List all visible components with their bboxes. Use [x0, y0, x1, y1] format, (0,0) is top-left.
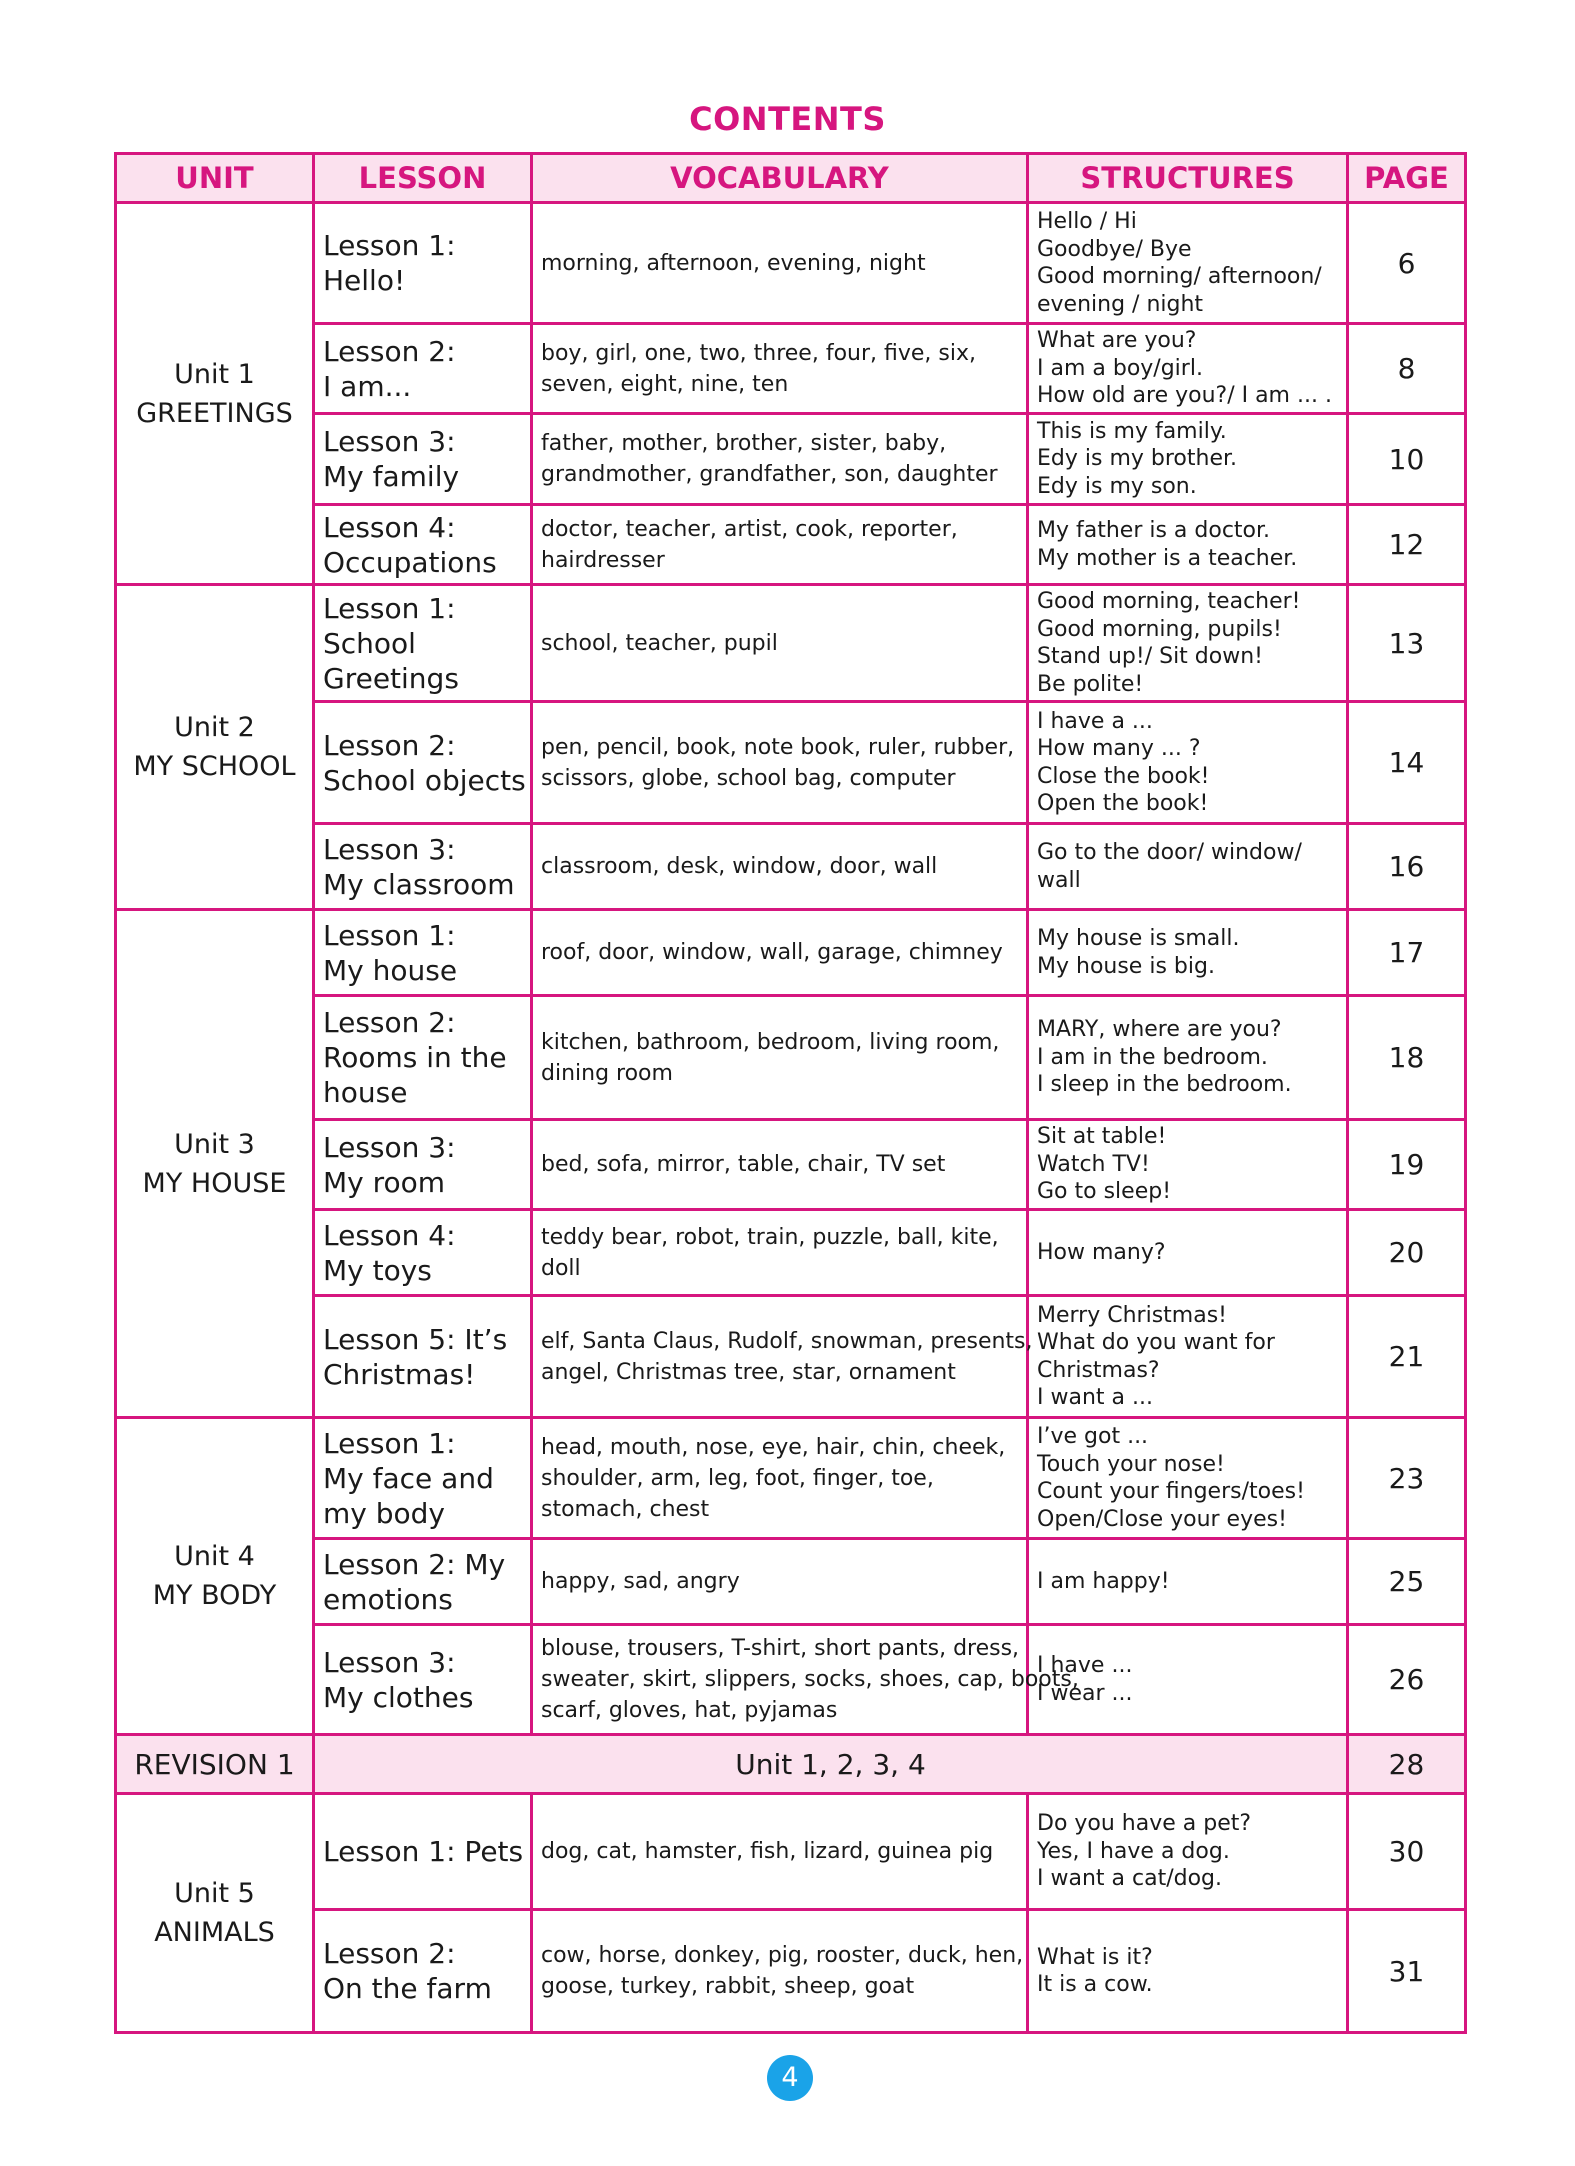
text-line: Hello!: [323, 264, 406, 297]
text-line: What are you?: [1037, 328, 1197, 354]
revision-page: 28: [1348, 1735, 1466, 1794]
header-unit: UNIT: [116, 154, 314, 203]
header-lesson: LESSON: [314, 154, 532, 203]
text-line: Lesson 3:: [323, 832, 456, 866]
unit-name: MY SCHOOL: [133, 751, 296, 782]
text-line: Christmas?: [1037, 1357, 1160, 1383]
units-body: [116, 203, 1466, 1735]
lesson-cell: [314, 824, 532, 910]
text-line: roof, door, window, wall, garage, chimney: [541, 940, 1003, 965]
text-line: My room: [323, 1165, 446, 1199]
text-line: My classroom: [323, 867, 515, 901]
page-cell: 8: [1348, 324, 1466, 414]
unit-number: Unit 5: [174, 1878, 255, 1909]
text-line: How many ... ?: [1037, 736, 1201, 761]
text-line: On the farm: [323, 1972, 492, 2005]
lesson-cell: [314, 996, 532, 1120]
structures-cell: [1028, 1794, 1348, 1910]
lesson-row: [116, 585, 1466, 702]
text-line: Lesson 4:: [323, 510, 456, 544]
lesson-cell: [314, 505, 532, 585]
page-cell: 17: [1348, 910, 1466, 996]
text-line: Lesson 2:: [323, 728, 456, 762]
vocabulary-cell: [532, 505, 1028, 585]
page-cell: 25: [1348, 1539, 1466, 1625]
text-line: house: [323, 1076, 408, 1109]
text-line: I am in the bedroom.: [1037, 1044, 1268, 1070]
unit-number: Unit 3: [174, 1128, 255, 1160]
vocabulary-cell: [532, 996, 1028, 1120]
text-line: sweater, skirt, slippers, socks, shoes, cap, boots,: [541, 1667, 1079, 1692]
text-line: dining room: [541, 1060, 673, 1086]
text-line: Open/Close your eyes!: [1037, 1506, 1287, 1532]
text-line: I want a cat/dog.: [1037, 1866, 1222, 1892]
text-line: I have a ...: [1037, 708, 1153, 734]
text-line: I am a boy/girl.: [1037, 355, 1203, 381]
page-cell: 18: [1348, 996, 1466, 1120]
unit-name: MY HOUSE: [142, 1167, 287, 1199]
text-line: Edy is my son.: [1037, 473, 1197, 499]
unit-number: Unit 1: [174, 358, 255, 390]
lesson-cell: [314, 910, 532, 996]
structures-cell: [1028, 1910, 1348, 2033]
lesson-row: [116, 1910, 1466, 2033]
text-line: What do you want for: [1037, 1330, 1275, 1355]
vocabulary-cell: [532, 414, 1028, 505]
vocabulary-cell: [532, 1539, 1028, 1625]
structures-cell: [1028, 1418, 1348, 1539]
unit-cell: [116, 1794, 314, 2033]
text-line: Good morning, pupils!: [1037, 616, 1282, 642]
header-vocabulary: VOCABULARY: [532, 154, 1028, 203]
header-page: PAGE: [1348, 154, 1466, 203]
text-line: Good morning/ afternoon/: [1037, 264, 1322, 289]
lesson-cell: [314, 1910, 532, 2033]
text-line: Edy is my brother.: [1037, 446, 1237, 472]
vocabulary-cell: [532, 1794, 1028, 1910]
lesson-cell: [314, 1794, 532, 1910]
lesson-row: [116, 1625, 1466, 1735]
text-line: Hello / Hi: [1037, 209, 1137, 234]
text-line: head, mouth, nose, eye, hair, chin, cheek,: [541, 1434, 1006, 1460]
text-line: pen, pencil, book, note book, ruler, rubber,: [541, 734, 1015, 760]
page-number-badge: 4: [767, 2055, 813, 2101]
page-cell: 13: [1348, 585, 1466, 702]
text-line: Lesson 1: Pets: [323, 1835, 524, 1868]
vocabulary-cell: [532, 324, 1028, 414]
structures-cell: [1028, 910, 1348, 996]
text-line: Greetings: [323, 661, 459, 695]
text-line: scissors, globe, school bag, computer: [541, 765, 956, 791]
text-line: Be polite!: [1037, 671, 1144, 697]
text-line: elf, Santa Claus, Rudolf, snowman, presents,: [541, 1328, 1033, 1354]
text-line: cow, horse, donkey, pig, rooster, duck, hen,: [541, 1943, 1024, 1968]
text-line: Lesson 3:: [323, 1130, 456, 1164]
lesson-cell: [314, 1296, 532, 1418]
text-line: Watch TV!: [1037, 1151, 1150, 1177]
page-cell: 14: [1348, 702, 1466, 824]
structures-cell: [1028, 1120, 1348, 1210]
text-line: Touch your nose!: [1037, 1451, 1225, 1477]
header-structures: STRUCTURES: [1028, 154, 1348, 203]
text-line: What is it?: [1037, 1944, 1153, 1970]
vocabulary-cell: [532, 203, 1028, 324]
text-line: Lesson 2:: [323, 1937, 456, 1970]
unit-name: GREETINGS: [136, 397, 293, 429]
vocabulary-cell: [532, 1910, 1028, 2033]
lesson-row: [116, 1120, 1466, 1210]
text-line: evening / night: [1037, 291, 1204, 317]
structures-cell: [1028, 1539, 1348, 1625]
text-line: Yes, I have a dog.: [1037, 1838, 1230, 1864]
unit-cell: [116, 910, 314, 1418]
text-line: teddy bear, robot, train, puzzle, ball, kite,: [541, 1224, 999, 1250]
text-line: Lesson 3:: [323, 1645, 456, 1679]
text-line: Rooms in the: [323, 1041, 507, 1074]
lesson-cell: [314, 1210, 532, 1296]
page-cell: 6: [1348, 203, 1466, 324]
unit-cell: [116, 203, 314, 585]
revision-label: REVISION 1: [116, 1735, 314, 1794]
structures-cell: [1028, 1210, 1348, 1296]
lesson-row: [116, 203, 1466, 324]
text-line: Lesson 4:: [323, 1218, 456, 1252]
text-line: Go to sleep!: [1037, 1179, 1172, 1205]
lesson-cell: [314, 1625, 532, 1735]
structures-cell: [1028, 585, 1348, 702]
text-line: I wear ...: [1037, 1680, 1133, 1706]
lesson-row: [116, 824, 1466, 910]
text-line: My house is small.: [1037, 926, 1240, 951]
text-line: wall: [1037, 867, 1081, 893]
revision-body: [116, 1735, 1466, 1794]
vocabulary-cell: [532, 1296, 1033, 1418]
text-line: bed, sofa, mirror, table, chair, TV set: [541, 1152, 946, 1177]
vocabulary-cell: [532, 1210, 1028, 1296]
text-line: blouse, trousers, T-shirt, short pants, dress,: [541, 1636, 1020, 1661]
page-cell: 20: [1348, 1210, 1466, 1296]
vocabulary-cell: [532, 1418, 1028, 1539]
page-cell: 21: [1348, 1296, 1466, 1418]
structures-cell: [1028, 505, 1348, 585]
text-line: This is my family.: [1037, 418, 1227, 444]
text-line: my body: [323, 1496, 445, 1530]
text-line: Goodbye/ Bye: [1037, 236, 1192, 262]
text-line: doctor, teacher, artist, cook, reporter,: [541, 516, 958, 542]
lesson-cell: [314, 203, 532, 324]
structures-cell: [1028, 996, 1348, 1120]
text-line: doll: [541, 1255, 581, 1281]
text-line: father, mother, brother, sister, baby,: [541, 431, 947, 456]
lesson-row: [116, 1794, 1466, 1910]
text-line: Do you have a pet?: [1037, 1811, 1252, 1837]
text-line: stomach, chest: [541, 1496, 710, 1522]
text-line: School objects: [323, 763, 526, 797]
structures-cell: [1028, 824, 1348, 910]
text-line: I have ...: [1037, 1653, 1133, 1678]
lesson-row: [116, 702, 1466, 824]
text-line: Christmas!: [323, 1357, 476, 1391]
page-cell: 23: [1348, 1418, 1466, 1539]
text-line: My family: [323, 460, 460, 493]
text-line: My house is big.: [1037, 953, 1215, 979]
page-title: CONTENTS: [689, 100, 886, 138]
lesson-row: [116, 1539, 1466, 1625]
text-line: I sleep in the bedroom.: [1037, 1072, 1292, 1098]
text-line: Lesson 1:: [323, 918, 456, 952]
structures-cell: [1028, 1296, 1348, 1418]
unit-cell: [116, 585, 314, 910]
text-line: grandmother, grandfather, son, daughter: [541, 462, 998, 487]
text-line: How many?: [1037, 1239, 1166, 1265]
structures-cell: [1028, 702, 1348, 824]
text-line: MARY, where are you?: [1037, 1017, 1282, 1043]
text-line: I want a ...: [1037, 1385, 1153, 1410]
text-line: Good morning, teacher!: [1037, 589, 1301, 614]
lesson-cell: [314, 1539, 532, 1625]
page-cell: 16: [1348, 824, 1466, 910]
text-line: hairdresser: [541, 547, 665, 573]
lesson-row: [116, 1210, 1466, 1296]
text-line: My father is a doctor.: [1037, 518, 1271, 543]
structures-cell: [1028, 1625, 1348, 1735]
page-cell: 19: [1348, 1120, 1466, 1210]
text-line: Lesson 3:: [323, 425, 456, 458]
lesson-cell: [314, 1120, 532, 1210]
structures-cell: [1028, 324, 1348, 414]
structures-cell: [1028, 414, 1348, 505]
text-line: Count your fingers/toes!: [1037, 1479, 1305, 1504]
lesson-row: [116, 1296, 1466, 1418]
text-line: Lesson 2:: [323, 334, 456, 368]
text-line: school, teacher, pupil: [541, 630, 778, 656]
lesson-row: [116, 414, 1466, 505]
text-line: Lesson 5: It’s: [323, 1322, 508, 1356]
text-line: Merry Christmas!: [1037, 1302, 1227, 1328]
unit-name: ANIMALS: [154, 1917, 275, 1948]
text-line: Go to the door/ window/: [1037, 840, 1302, 865]
text-line: scarf, gloves, hat, pyjamas: [541, 1698, 838, 1723]
text-line: Lesson 1:: [323, 591, 456, 625]
table-header-row: [116, 154, 1466, 203]
text-line: Lesson 2:: [323, 1006, 456, 1039]
text-line: Sit at table!: [1037, 1124, 1167, 1150]
unit-cell: [116, 1418, 314, 1735]
text-line: shoulder, arm, leg, foot, finger, toe,: [541, 1465, 934, 1491]
lesson-cell: [314, 585, 532, 702]
lesson-row: [116, 324, 1466, 414]
text-line: How old are you?/ I am ... .: [1037, 383, 1332, 409]
text-line: emotions: [323, 1582, 453, 1616]
page-cell: 26: [1348, 1625, 1466, 1735]
text-line: My house: [323, 953, 458, 987]
text-line: I’ve got ...: [1037, 1424, 1149, 1449]
lesson-cell: [314, 1418, 532, 1539]
revision-row: [116, 1735, 1466, 1794]
lesson-cell: [314, 414, 532, 505]
vocabulary-cell: [532, 910, 1028, 996]
text-line: boy, girl, one, two, three, four, five, six,: [541, 340, 976, 366]
text-line: Occupations: [323, 545, 497, 579]
structures-cell: [1028, 203, 1348, 324]
lesson-row: [116, 996, 1466, 1120]
text-line: seven, eight, nine, ten: [541, 371, 789, 397]
page-cell: 30: [1348, 1794, 1466, 1910]
text-line: dog, cat, hamster, fish, lizard, guinea pig: [541, 1839, 994, 1864]
page-cell: 10: [1348, 414, 1466, 505]
text-line: happy, sad, angry: [541, 1569, 740, 1594]
vocabulary-cell: [532, 1120, 1028, 1210]
lesson-cell: [314, 702, 532, 824]
text-line: My mother is a teacher.: [1037, 545, 1298, 571]
revision-range: Unit 1, 2, 3, 4: [314, 1735, 1348, 1794]
text-line: Open the book!: [1037, 791, 1209, 816]
unit-number: Unit 2: [174, 712, 255, 743]
contents-table: [114, 152, 1467, 2034]
text-line: My clothes: [323, 1680, 474, 1714]
text-line: Lesson 1:: [323, 1426, 456, 1460]
lesson-row: [116, 1418, 1466, 1539]
text-line: goose, turkey, rabbit, sheep, goat: [541, 1974, 915, 1999]
page-cell: 12: [1348, 505, 1466, 585]
text-line: Lesson 1:: [323, 229, 456, 262]
text-line: I am happy!: [1037, 1568, 1170, 1594]
unit-number: Unit 4: [174, 1541, 255, 1572]
text-line: angel, Christmas tree, star, ornament: [541, 1359, 956, 1385]
text-line: My toys: [323, 1253, 432, 1287]
text-line: Stand up!/ Sit down!: [1037, 644, 1263, 669]
lesson-cell: [314, 324, 532, 414]
vocabulary-cell: [532, 1625, 1079, 1735]
text-line: Lesson 2: My: [323, 1547, 506, 1581]
vocabulary-cell: [532, 702, 1028, 824]
text-line: kitchen, bathroom, bedroom, living room,: [541, 1029, 1000, 1055]
unit-name: MY BODY: [152, 1580, 277, 1611]
text-line: My face and: [323, 1461, 494, 1495]
text-line: morning, afternoon, evening, night: [541, 250, 926, 276]
page-cell: 31: [1348, 1910, 1466, 2033]
lesson-row: [116, 505, 1466, 585]
lesson-row: [116, 910, 1466, 996]
text-line: I am...: [323, 369, 412, 403]
vocabulary-cell: [532, 824, 1028, 910]
text-line: classroom, desk, window, door, wall: [541, 854, 938, 879]
text-line: Close the book!: [1037, 763, 1210, 789]
vocabulary-cell: [532, 585, 1028, 702]
text-line: School: [323, 626, 416, 660]
units-after-body: [116, 1794, 1466, 2033]
text-line: It is a cow.: [1037, 1972, 1153, 1997]
